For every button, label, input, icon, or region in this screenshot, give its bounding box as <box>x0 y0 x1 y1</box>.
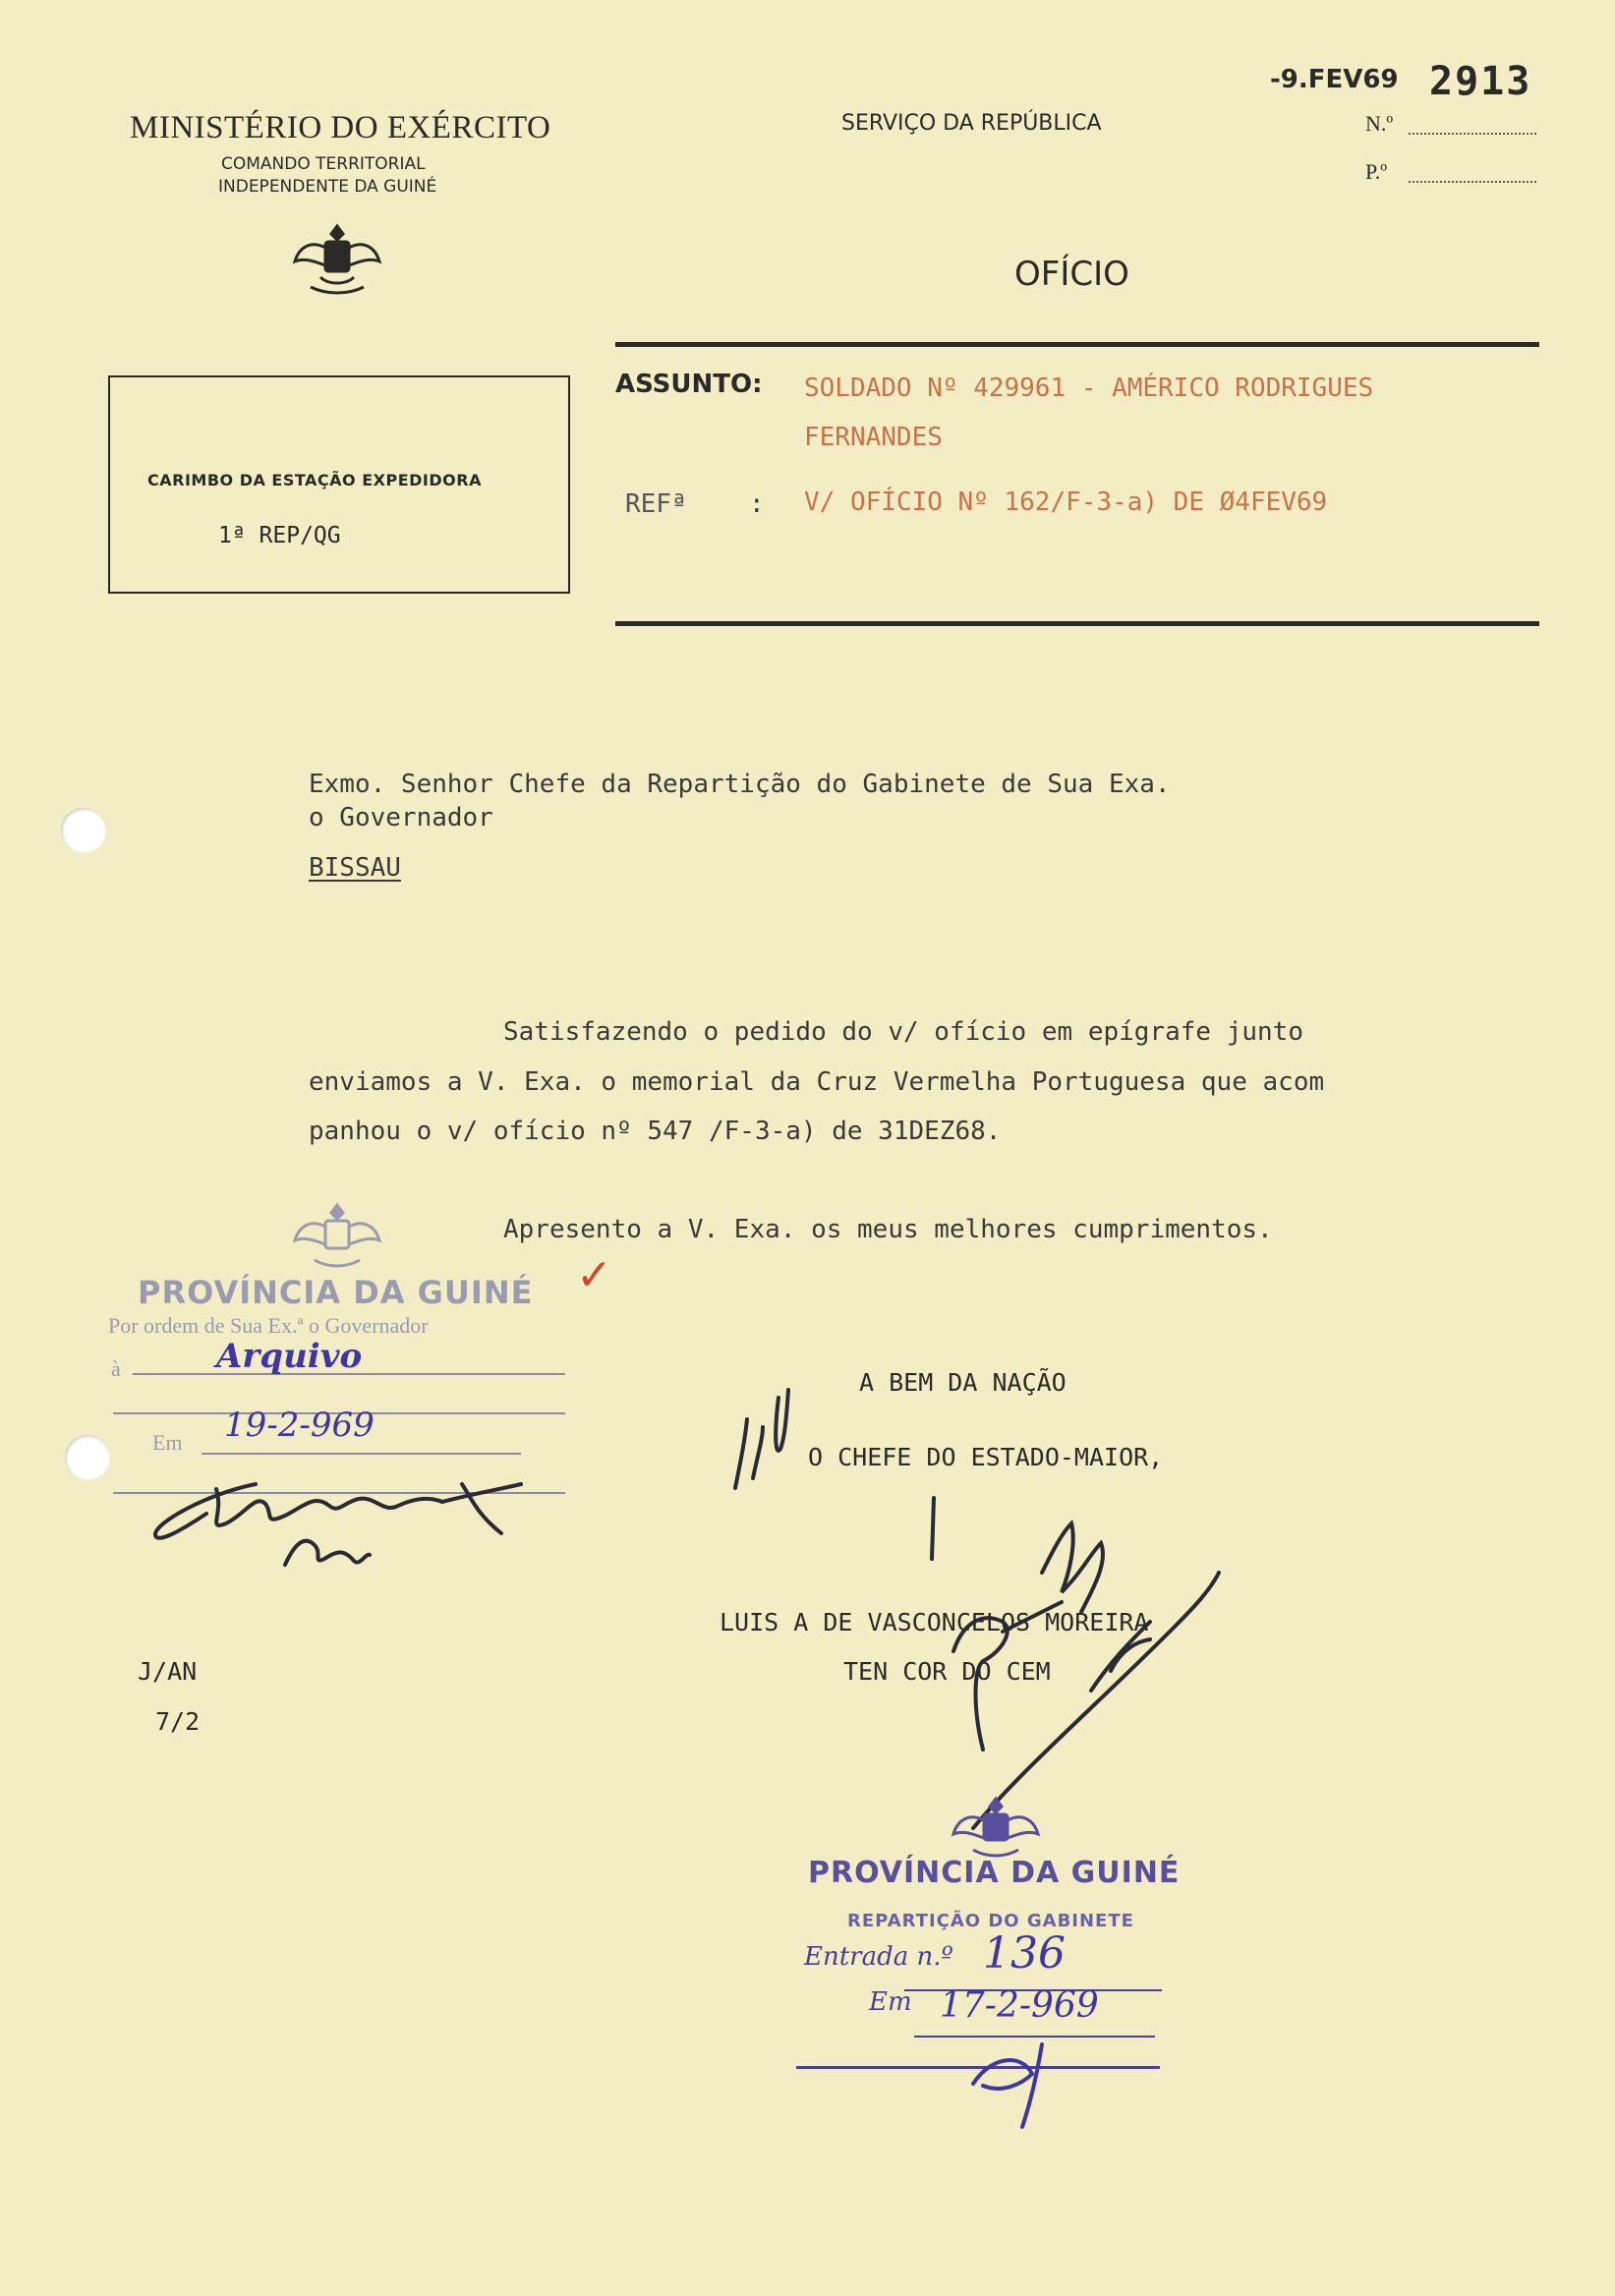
body-greeting: Apresento a V. Exa. os meus melhores cumprimentos. <box>503 1215 1273 1244</box>
subject-label: ASSUNTO: <box>615 370 763 399</box>
document-number: 2913 <box>1429 59 1532 104</box>
reference-label: REFª <box>625 489 687 519</box>
process-label: P.º <box>1365 159 1388 184</box>
sender-stamp-value: 1ª REP/QG <box>218 523 341 548</box>
entry-number-label: Entrada n.º <box>804 1942 953 1972</box>
reference-colon: : <box>749 489 765 519</box>
ministry-title: MINISTÉRIO DO EXÉRCITO <box>130 110 551 145</box>
punch-hole <box>65 1435 110 1480</box>
entry-date-label: Em <box>869 1987 912 2017</box>
body-line-2: enviamos a V. Exa. o memorial da Cruz Vermelha Portuguesa que acom <box>309 1067 1325 1097</box>
right-stamp-title: PROVÍNCIA DA GUINÉ <box>808 1856 1181 1890</box>
signature-stroke <box>924 1494 944 1563</box>
date-reference: 7/2 <box>155 1707 201 1736</box>
handwritten-destination: Arquivo <box>216 1337 363 1376</box>
reference-value: V/ OFÍCIO Nº 162/F-3-a) DE Ø4FEV69 <box>804 488 1328 517</box>
signer-name: LUIS A DE VASCONCELOS MOREIRA <box>720 1608 1149 1636</box>
closing-salutation: A BEM DA NAÇÃO <box>859 1368 1067 1397</box>
body-line-3: panhou o v/ ofício nº 547 /F-3-a) de 31DEZ68. <box>309 1117 1002 1146</box>
closing-title: O CHEFE DO ESTADO-MAIOR, <box>808 1443 1164 1471</box>
recipient-line-1: Exmo. Senhor Chefe da Repartição do Gabinete de Sua Exa. <box>309 770 1171 799</box>
bottom-rule <box>615 621 1539 626</box>
service-line: SERVIÇO DA REPÚBLICA <box>841 111 1102 136</box>
process-field-line <box>1409 181 1536 183</box>
recipient-city: BISSAU <box>309 853 401 883</box>
handwritten-entry-date: 17-2-969 <box>940 1985 1099 2026</box>
typist-reference: J/AN <box>138 1657 198 1686</box>
signer-rank: TEN COR DO CEM <box>843 1657 1051 1686</box>
right-stamp-subtitle: REPARTIÇÃO DO GABINETE <box>847 1911 1134 1931</box>
command-line-1: COMANDO TERRITORIAL <box>221 154 426 174</box>
left-stamp-a-label: à <box>111 1356 121 1381</box>
command-line-2: INDEPENDENTE DA GUINÉ <box>218 177 437 197</box>
recipient-line-2: o Governador <box>309 803 493 832</box>
coat-of-arms-icon <box>291 1201 383 1272</box>
handwritten-initials-stamp <box>953 2025 1081 2133</box>
coat-of-arms-icon <box>291 222 383 297</box>
number-label: N.º <box>1365 111 1394 136</box>
body-line-1: Satisfazendo o pedido do v/ ofício em epígrafe junto <box>503 1017 1303 1047</box>
top-rule <box>615 342 1539 347</box>
number-field-line <box>1409 133 1536 135</box>
coat-of-arms-icon <box>950 1797 1042 1860</box>
punch-hole <box>61 808 106 853</box>
date-stamp: -9.FEV69 <box>1270 65 1399 94</box>
handwritten-initials <box>723 1380 812 1498</box>
sender-stamp-title: CARIMBO DA ESTAÇÃO EXPEDIDORA <box>147 471 482 489</box>
left-stamp-title: PROVÍNCIA DA GUINÉ <box>138 1274 534 1311</box>
subject-line-1: SOLDADO Nº 429961 - AMÉRICO RODRIGUES <box>804 373 1374 403</box>
document-type: OFÍCIO <box>1014 255 1129 294</box>
handwritten-entry-number: 136 <box>983 1928 1066 1979</box>
checkmark-icon: ✓ <box>576 1250 612 1300</box>
handwritten-signature-left <box>147 1445 580 1573</box>
subject-line-2: FERNANDES <box>804 423 943 452</box>
left-stamp-order: Por ordem de Sua Ex.ª o Governador <box>108 1313 429 1338</box>
handwritten-date-left: 19-2-969 <box>224 1406 375 1445</box>
left-stamp-em-label: Em <box>152 1430 183 1455</box>
